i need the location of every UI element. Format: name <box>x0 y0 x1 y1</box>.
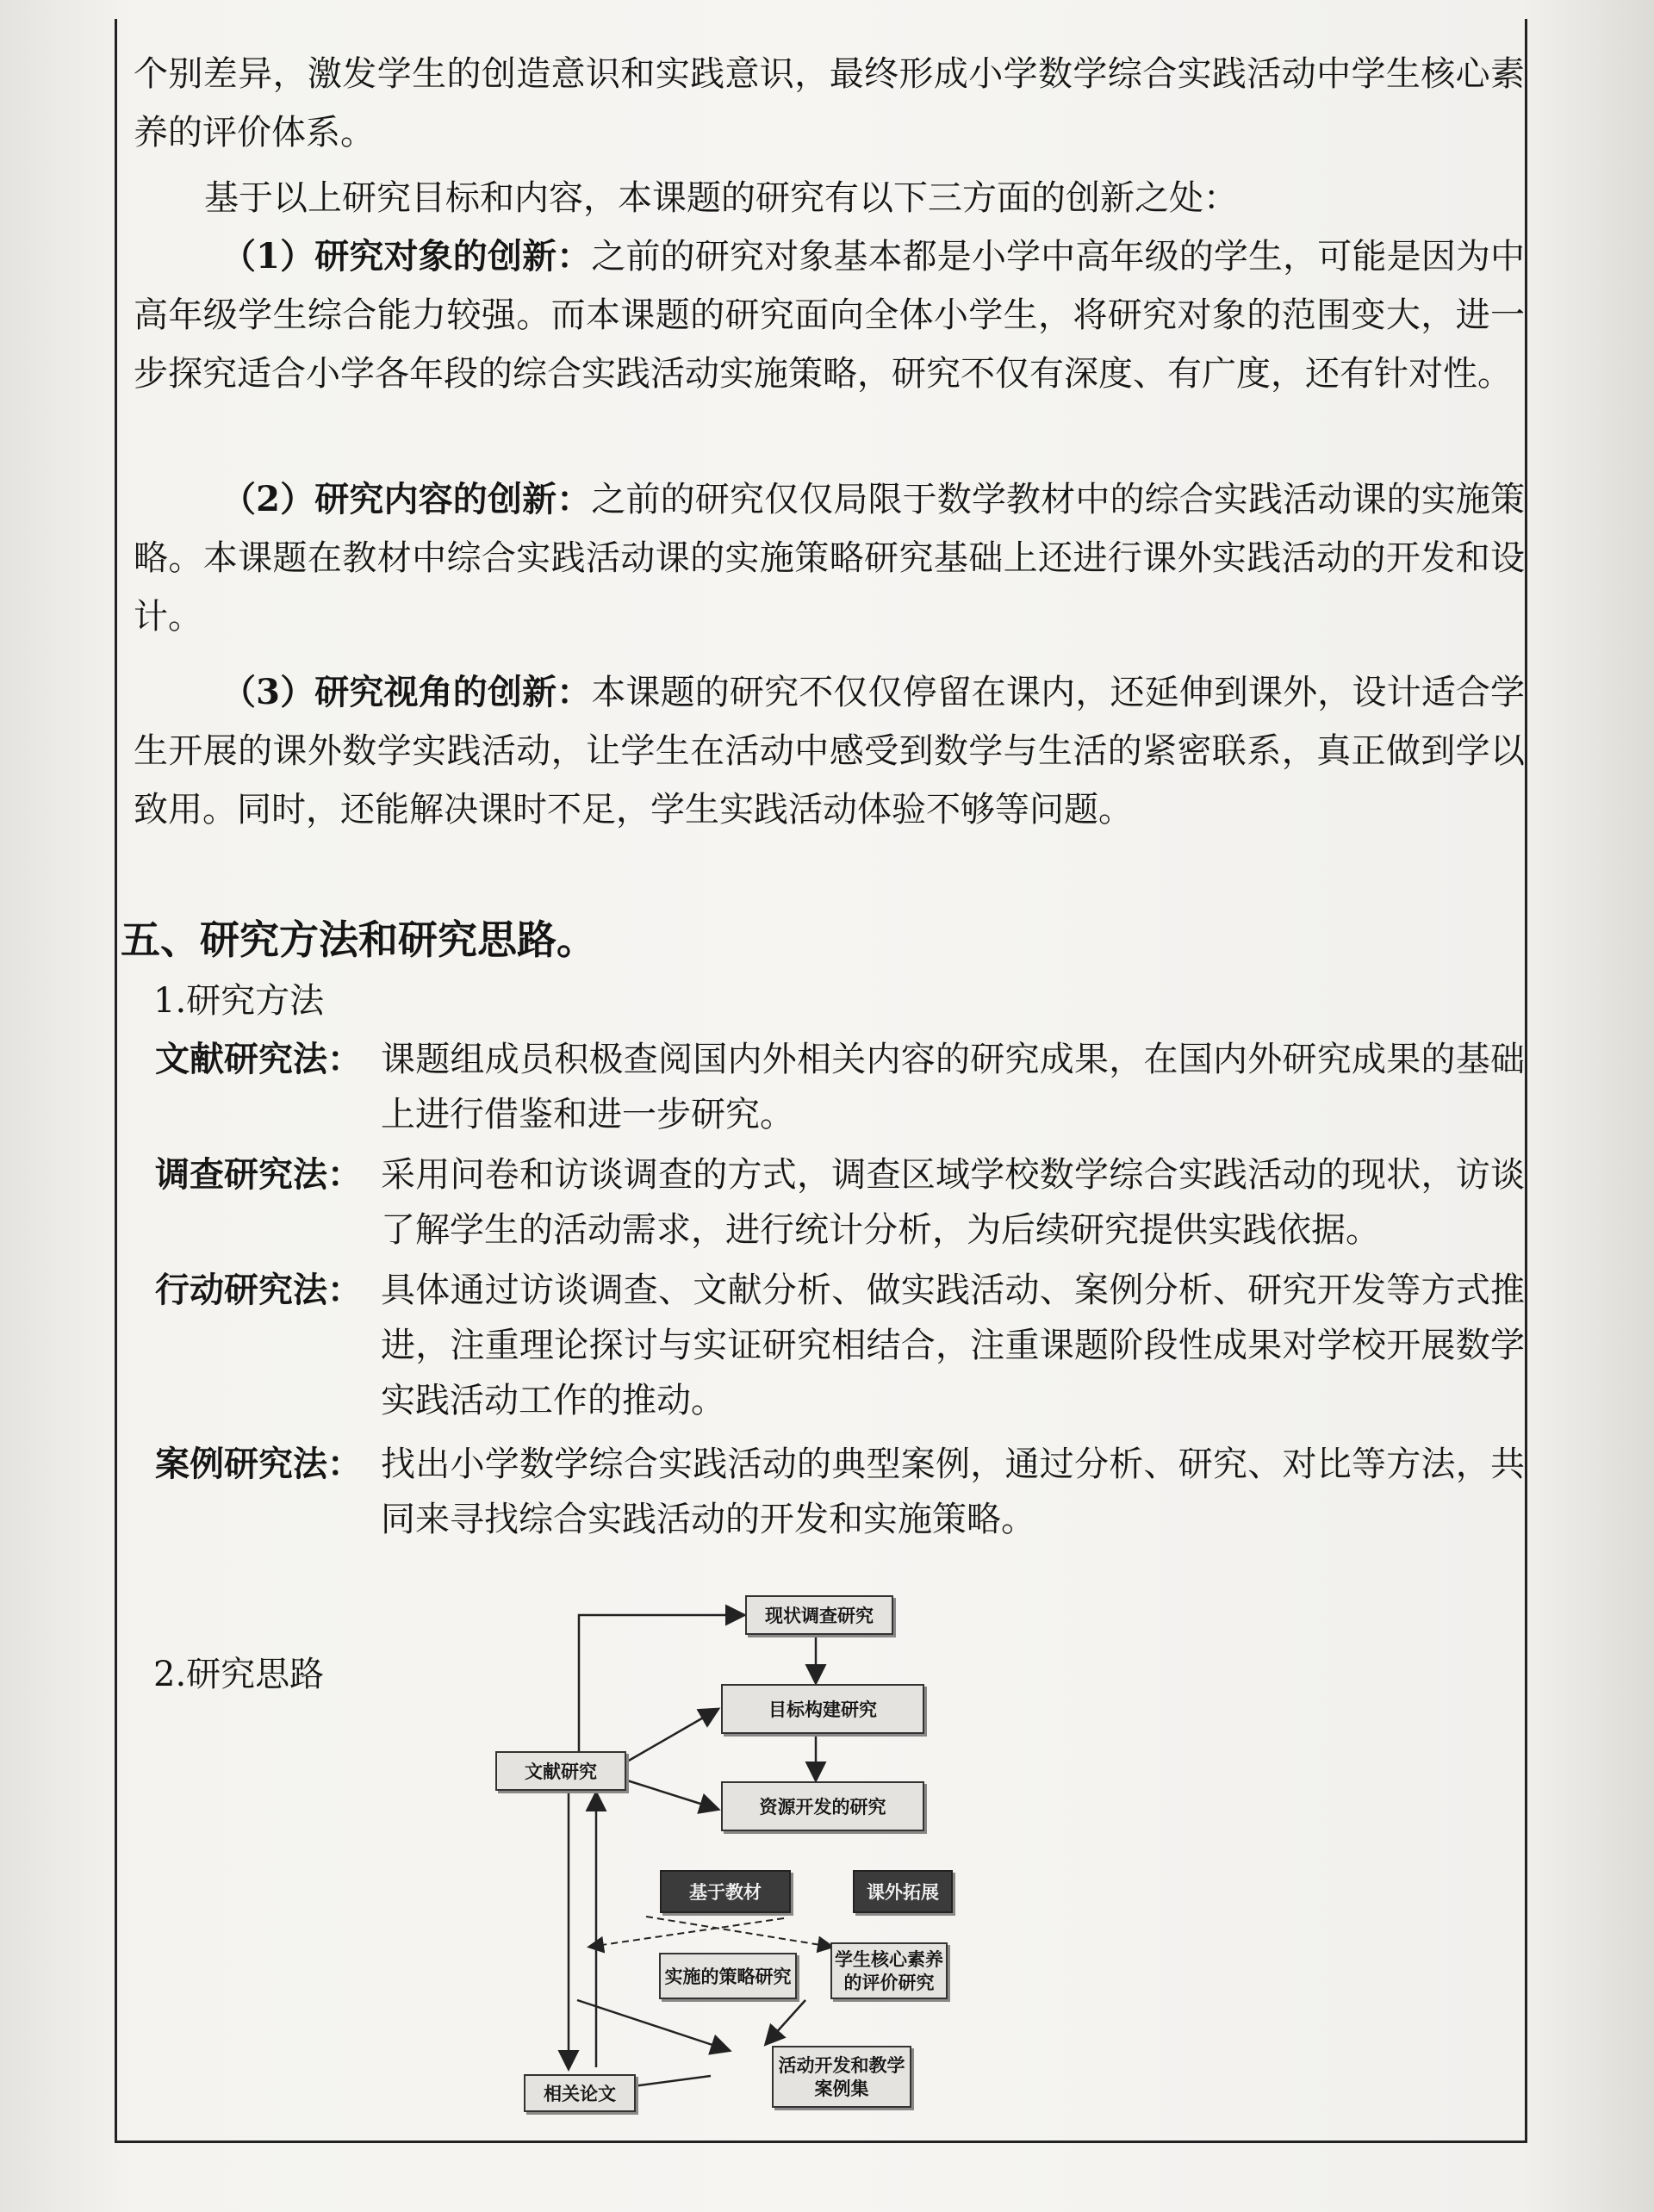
innovation-item-2-text: 之前的研究仅仅局限于数学教材中的综合实践活动课的实施策略。本课题在教材中综合实践活动课的实施策略研究基础上还进行课外实践活动的开发和设计。 <box>134 480 1525 637</box>
arrow-extracurricular-strategy <box>590 1918 784 1947</box>
methods-title: 1.研究方法 <box>153 981 325 1021</box>
node-papers: 相关论文 <box>524 2074 636 2112</box>
node-extracurricular: 课外拓展 <box>853 1870 953 1913</box>
method-description: 采用问卷和访谈调查的方式，调查区域学校数学综合实践活动的现状，访谈了解学生的活动需求，进行统计分析，为后续研究提供实践依据。 <box>381 1155 1525 1250</box>
arrow-literature-resource <box>627 1780 717 1809</box>
method-term: 调查研究法： <box>155 1154 362 1195</box>
thinking-title: 2.研究思路 <box>153 1655 325 1694</box>
innovation-item-3-label: （3）研究视角的创新： <box>221 672 592 712</box>
arrow-literature-survey <box>579 1615 743 1757</box>
method-description: 具体通过访谈调查、文献分析、做实践活动、案例分析、研究开发等方式推进，注重理论探讨与实证研究相结合，注重课题阶段性成果对学校开展数学实践活动工作的推动。 <box>381 1271 1525 1420</box>
innovation-item-2 <box>134 470 1525 646</box>
innovation-item-1-label: （1）研究对象的创新： <box>221 236 592 276</box>
innovation-item-2-label: （2）研究内容的创新： <box>221 479 592 519</box>
intro-paragraph: 个别差异，激发学生的创造意识和实践意识，最终形成小学数学综合实践活动中学生核心素养的评价体系。 <box>134 54 1525 152</box>
arrow-textbook-evaluation <box>646 1917 831 1947</box>
method-description: 找出小学数学综合实践活动的典型案例，通过分析、研究、对比等方法，共同来寻找综合实践活动的开发和实施策略。 <box>381 1445 1525 1539</box>
node-literature: 文献研究 <box>495 1751 626 1791</box>
innovation-item-1-text: 之前的研究对象基本都是小学中高年级的学生，可能是因为中高年级学生综合能力较强。而本课题的研究面向全体小学生，将研究对象的范围变大，进一步探究适合小学各年段的综合实践活动实施策略，研究不仅有深度、有广度，还有针对性。 <box>134 237 1525 394</box>
node-goal: 目标构建研究 <box>721 1684 924 1734</box>
method-term: 案例研究法： <box>155 1444 362 1484</box>
method-case <box>155 1437 1525 1547</box>
method-survey <box>155 1147 1525 1258</box>
innovation-lead: 基于以上研究目标和内容，本课题的研究有以下三方面的创新之处： <box>204 178 1238 218</box>
arrow-evaluation-cases <box>767 2000 805 2043</box>
node-evaluation: 学生核心素养的评价研究 <box>830 1942 948 1999</box>
method-description: 课题组成员积极查阅国内外相关内容的研究成果，在国内外研究成果的基础上进行借鉴和进一步研究。 <box>381 1040 1525 1134</box>
node-resource: 资源开发的研究 <box>721 1781 924 1831</box>
node-survey: 现状调查研究 <box>745 1595 893 1635</box>
node-textbook: 基于教材 <box>660 1870 791 1913</box>
innovation-item-1 <box>134 227 1525 403</box>
method-action <box>155 1263 1525 1428</box>
node-strategy: 实施的策略研究 <box>659 1953 797 1999</box>
node-cases: 活动开发和教学案例集 <box>772 2046 911 2108</box>
section-5-title: 五、研究方法和研究思路。 <box>121 916 596 963</box>
innovation-item-3 <box>134 663 1525 839</box>
method-term: 文献研究法： <box>155 1039 362 1079</box>
method-term: 行动研究法： <box>155 1270 362 1310</box>
method-literature <box>155 1032 1525 1142</box>
innovation-item-3-text: 本课题的研究不仅仅停留在课内，还延伸到课外，设计适合学生开展的课外数学实践活动，让学生在活动中感受到数学与生活的紧密联系，真正做到学以致用。同时，还能解决课时不足，学生实践活动体验不够等问题。 <box>134 673 1525 830</box>
arrow-strategy-cases <box>577 2000 728 2050</box>
arrow-literature-goal <box>627 1710 717 1762</box>
